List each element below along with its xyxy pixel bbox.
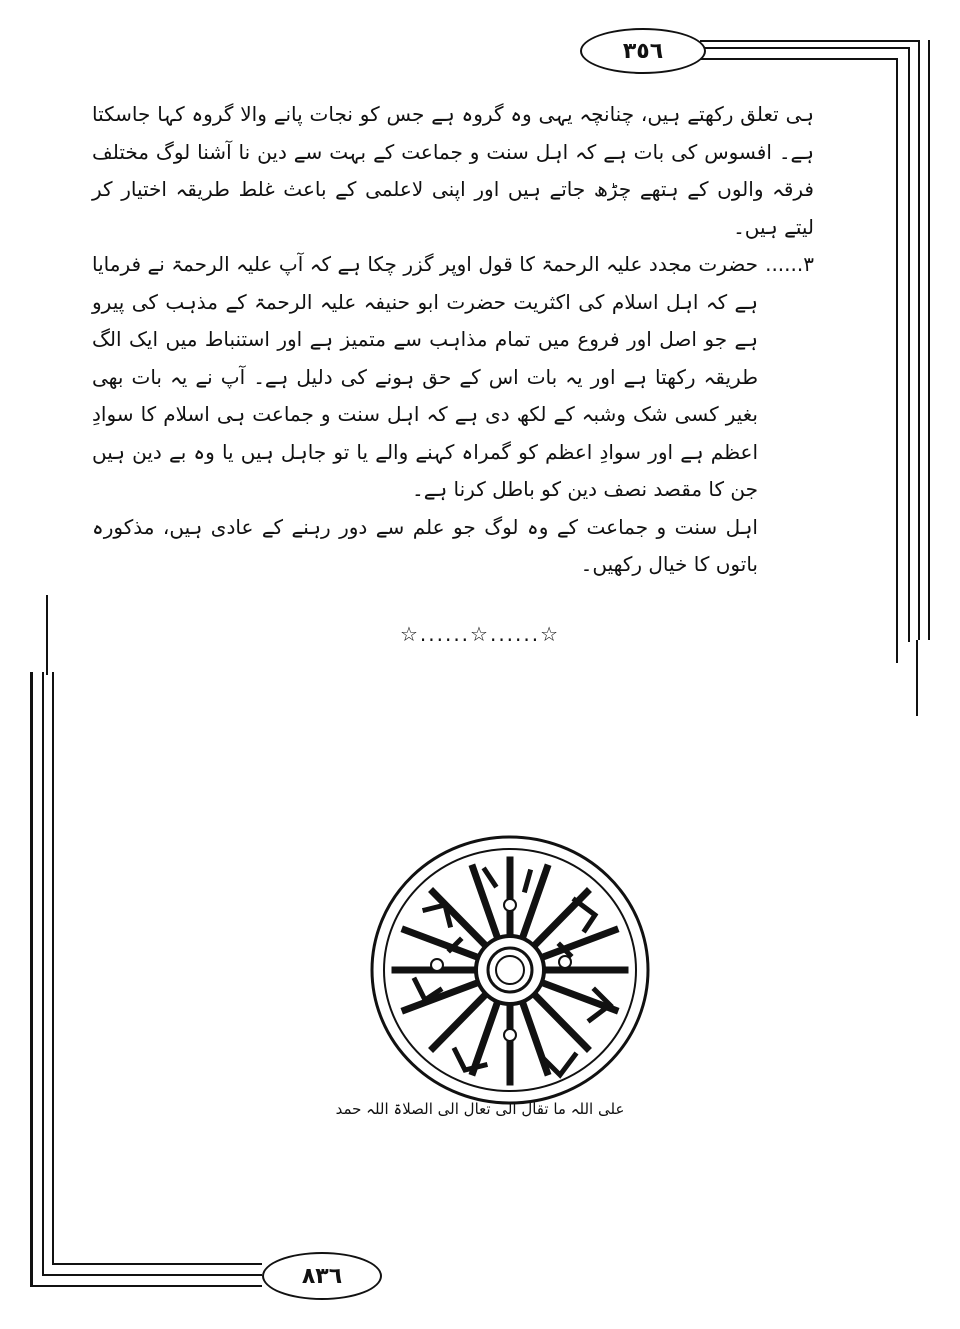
header-page-number-text: ٣٥٦ xyxy=(622,38,664,64)
frame-right-outer-tail xyxy=(928,40,930,640)
seal-emblem-icon xyxy=(365,830,655,1110)
body-text xyxy=(92,96,814,584)
paragraph-3: اہل سنت و جماعت کے وہ لوگ جو علم سے دور رہنے کے عادی ہیں، مذکورہ باتوں کا خیال رکھیں۔ xyxy=(92,514,758,576)
frame-bottom-outer xyxy=(30,1285,262,1287)
frame-right-tail xyxy=(916,640,918,716)
paragraph-2 xyxy=(92,246,814,509)
frame-right-outer xyxy=(918,40,920,640)
section-separator: ☆......☆......☆ xyxy=(399,622,561,646)
frame-top-line xyxy=(700,40,920,42)
footer-page-number-text: ٨٣٦ xyxy=(301,1263,343,1289)
frame-left-outer xyxy=(30,672,33,1287)
frame-top-line-lower xyxy=(700,58,898,60)
frame-left-middle xyxy=(42,672,44,1275)
header-page-number xyxy=(580,28,706,74)
frame-top-line-inner xyxy=(700,47,910,49)
frame-right-middle xyxy=(908,47,910,642)
paragraph-1: ہی تعلق رکھتے ہیں، چنانچہ یہی وہ گروہ ہے جس کو نجات پانے والا گروہ کہا جاسکتا ہے۔ افسوس کی بات ہے کہ اہل سنت و جماعت کے بہت سے دین نا آشنا لوگ مختلف فرقہ والوں کے ہتھے چڑھ جاتے ہیں اور اپنی لاعلمی کے باعث غلط طریقہ اختیار کر لیتے ہیں۔ xyxy=(92,102,814,239)
paragraph-2-number: ٣...... xyxy=(765,252,814,276)
frame-right-inner xyxy=(896,58,898,663)
paragraph-2-text: حضرت مجدد علیہ الرحمۃ کا قول اوپر گزر چکا ہے کہ آپ علیہ الرحمۃ نے فرمایا ہے کہ اہل اسلام کی اکثریت حضرت ابو حنیفہ علیہ الرحمۃ کے مذہب کی پیرو ہے جو اصل اور فروع میں تمام مذاہب سے متمیز ہے اور استنباط میں ایک الگ طریقہ رکھتا ہے اور یہ بات اس کے حق ہونے کی دلیل ہے۔ آپ نے یہ بات بھی بغیر کسی شک وشبہ کے لکھ دی ہے کہ اہل سنت و جماعت ہی اسلام کا سوادِ اعظم ہے اور سوادِ اعظم کو گمراہ کہنے والے یا تو جاہل ہیں یا وہ بے دین ہیں جن کا مقصد نصف دین کو باطل کرنا ہے۔ xyxy=(92,252,758,501)
frame-bottom-inner xyxy=(52,1263,262,1265)
frame-left-inner xyxy=(52,672,54,1265)
footer-page-number xyxy=(262,1252,382,1300)
seal-caption: علی اللہ ما تقال الی تعال الی الصلاۃ اللہ حمد xyxy=(335,1100,625,1118)
frame-bottom-middle xyxy=(42,1274,262,1276)
